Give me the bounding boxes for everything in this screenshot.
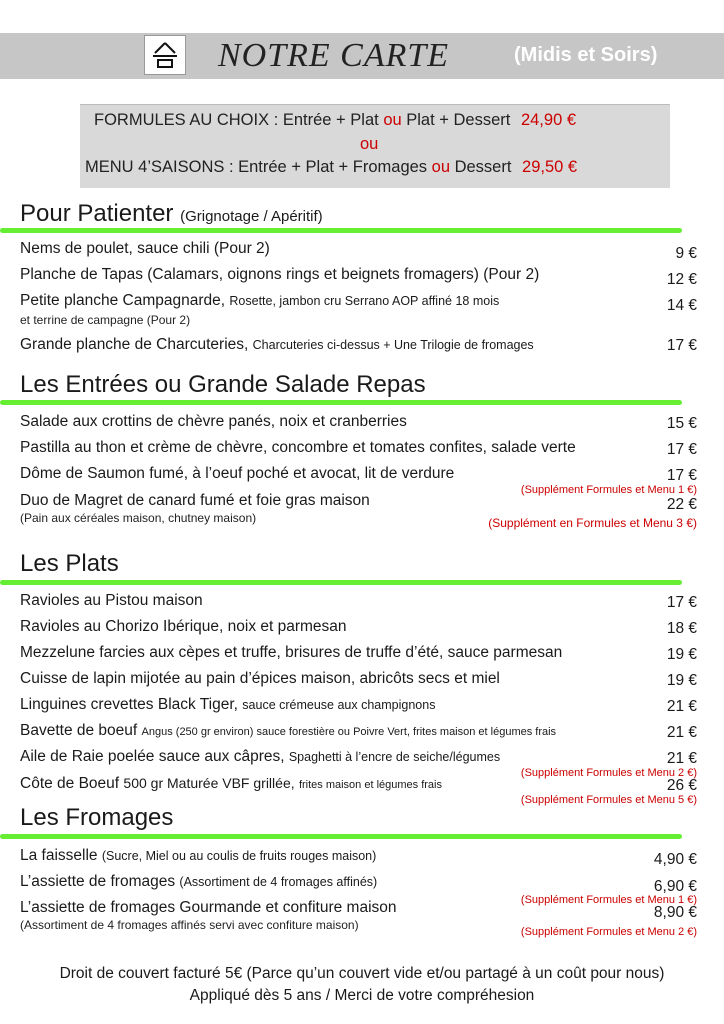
section-title-plats: Les Plats bbox=[20, 550, 119, 577]
menu-item-sub: (Pain aux céréales maison, chutney maison) bbox=[20, 511, 257, 525]
menu-item: Planche de Tapas (Calamars, oignons rings et beignets fromagers) (Pour 2) bbox=[20, 266, 540, 283]
formula-line-2: MENU 4’SAISONS : Entrée + Plat + Fromages ou Dessert 29,50 € bbox=[85, 158, 578, 176]
menu-item: Cuisse de lapin mijotée au pain d’épices maison, abricôts secs et miel bbox=[20, 670, 500, 687]
menu-price: 12 € bbox=[666, 271, 697, 288]
formulas-box bbox=[80, 104, 670, 188]
section-title-entrees: Les Entrées ou Grande Salade Repas bbox=[20, 371, 426, 398]
menu-price: 26 € bbox=[666, 777, 697, 794]
menu-price: 15 € bbox=[666, 415, 697, 432]
menu-item-sub: (Assortiment de 4 fromages affinés servi avec confiture maison) bbox=[20, 918, 359, 932]
menu-item: L’assiette de fromages (Assortiment de 4 fromages affinés) bbox=[20, 873, 378, 890]
menu-item: Duo de Magret de canard fumé et foie gras maison bbox=[20, 492, 370, 509]
supplement-note: (Supplément Formules et Menu 5 €) bbox=[520, 794, 697, 806]
menu-price: 21 € bbox=[666, 698, 697, 715]
menu-item: Mezzelune farcies aux cèpes et truffe, brisures de truffe d’été, sauce parmesan bbox=[20, 644, 563, 661]
menu-price: 4,90 € bbox=[653, 851, 697, 868]
page-title: NOTRE CARTE bbox=[218, 37, 450, 74]
menu-item: Nems de poulet, sauce chili (Pour 2) bbox=[20, 240, 270, 257]
title-bar bbox=[0, 33, 724, 79]
menu-price: 18 € bbox=[666, 620, 697, 637]
menu-price: 17 € bbox=[666, 594, 697, 611]
menu-price: 6,90 € bbox=[653, 878, 697, 895]
section-divider bbox=[0, 400, 682, 405]
menu-item: Dôme de Saumon fumé, à l’oeuf poché et avocat, lit de verdure bbox=[20, 465, 455, 482]
section-divider bbox=[0, 580, 682, 585]
section-divider bbox=[0, 834, 682, 839]
menu-price: 19 € bbox=[666, 646, 697, 663]
menu-item: L’assiette de fromages Gourmande et confiture maison bbox=[20, 899, 397, 916]
footer-line-2: Appliqué dès 5 ans / Merci de votre compréhesion bbox=[189, 987, 535, 1004]
menu-price: 17 € bbox=[666, 467, 697, 484]
menu-item: Pastilla au thon et crème de chèvre, concombre et tomates confites, salade verte bbox=[20, 439, 576, 456]
menu-price: 21 € bbox=[666, 724, 697, 741]
supplement-note: (Supplément Formules et Menu 1 €) bbox=[520, 484, 697, 496]
supplement-note: (Supplément Formules et Menu 2 €) bbox=[520, 926, 697, 938]
menu-price: 17 € bbox=[666, 441, 697, 458]
formula-price-1: 24,90 € bbox=[520, 111, 577, 129]
menu-item: La faisselle (Sucre, Miel ou au coulis de fruits rouges maison) bbox=[20, 847, 377, 864]
menu-item: Linguines crevettes Black Tiger, sauce crémeuse aux champignons bbox=[20, 696, 436, 713]
formula-line-1: FORMULES AU CHOIX : Entrée + Plat ou Plat + Dessert 24,90 € bbox=[94, 111, 577, 129]
menu-price: 22 € bbox=[666, 496, 697, 513]
menu-item-sub: et terrine de campagne (Pour 2) bbox=[20, 313, 191, 327]
menu-item: Salade aux crottins de chèvre panés, noix et cranberries bbox=[20, 413, 407, 430]
section-title-fromages: Les Fromages bbox=[20, 804, 174, 831]
menu-price: 17 € bbox=[666, 337, 697, 354]
menu-item: Aile de Raie poelée sauce aux câpres, Spaghetti à l’encre de seiche/légumes bbox=[20, 748, 501, 765]
menu-item: Petite planche Campagnarde, Rosette, jambon cru Serrano AOP affiné 18 mois bbox=[20, 292, 500, 309]
restaurant-logo-icon bbox=[144, 35, 186, 75]
supplement-note: (Supplément Formules et Menu 1 €) bbox=[520, 894, 697, 906]
menu-item: Côte de Boeuf 500 gr Maturée VBF grillée, frites maison et légumes frais bbox=[20, 775, 442, 792]
menu-price: 9 € bbox=[675, 245, 697, 262]
formula-price-2: 29,50 € bbox=[522, 158, 578, 176]
menu-price: 21 € bbox=[666, 750, 697, 767]
section-divider bbox=[0, 228, 682, 233]
supplement-note: (Supplément Formules et Menu 2 €) bbox=[520, 767, 697, 779]
menu-price: 19 € bbox=[666, 672, 697, 689]
supplement-note: (Supplément en Formules et Menu 3 €) bbox=[488, 516, 697, 530]
page-subtitle: (Midis et Soirs) bbox=[514, 44, 658, 66]
footer-line-1: Droit de couvert facturé 5€ (Parce qu’un couvert vide et/ou partagé à un coût pour nous) bbox=[59, 965, 665, 982]
formula-or: ou bbox=[360, 135, 379, 153]
menu-item: Ravioles au Chorizo Ibérique, noix et parmesan bbox=[20, 618, 347, 635]
section-title-patienter: Pour Patienter (Grignotage / Apéritif) bbox=[20, 200, 323, 227]
menu-price: 14 € bbox=[666, 297, 697, 314]
menu-item: Grande planche de Charcuteries, Charcuteries ci-dessus + Une Trilogie de fromages bbox=[20, 336, 534, 353]
menu-item: Bavette de boeuf Angus (250 gr environ) sauce forestière ou Poivre Vert, frites maison et légumes frais bbox=[20, 722, 557, 739]
menu-item: Ravioles au Pistou maison bbox=[20, 592, 203, 609]
menu-price: 8,90 € bbox=[653, 904, 697, 921]
